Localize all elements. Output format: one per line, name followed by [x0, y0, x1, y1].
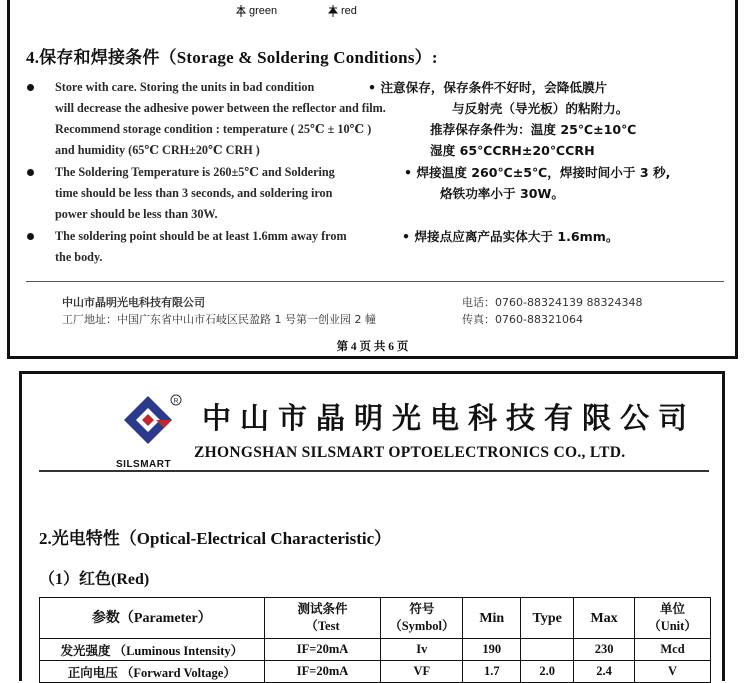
- header-test: 测试条件 （Test: [264, 598, 381, 639]
- header-unit: 单位 （Unit）: [635, 598, 711, 639]
- footer-address: 工厂地址：中国广东省中山市石岐区民盈路 1 号第一创业园 2 幢: [62, 313, 376, 326]
- diode-icon: [328, 5, 338, 17]
- cell-test: IF=20mA: [264, 639, 381, 661]
- item-1-en-line-2: will decrease the adhesive power between the reflector and film.: [55, 101, 386, 115]
- item-2-en-line-3: power should be less than 30W.: [55, 207, 218, 221]
- footer-fax: 传真：0760-88321064: [462, 313, 583, 326]
- header-divider: [39, 470, 709, 472]
- legend-red: [328, 5, 357, 17]
- cell-unit: V: [635, 661, 711, 683]
- footer-phone: 电话：0760-88324139 88324348: [462, 296, 643, 309]
- svg-text:R: R: [173, 398, 179, 405]
- cell-max: 2.4: [574, 661, 635, 683]
- item-1-cn-line-2: 与反射壳（导光板）的粘附力。: [452, 101, 629, 116]
- header-symbol: 符号 （Symbol）: [381, 598, 463, 639]
- table-header-row: [40, 598, 711, 639]
- bullet-icon: [27, 84, 34, 91]
- table-row: [40, 661, 711, 683]
- page-number: 第 4 页 共 6 页: [336, 341, 409, 353]
- logo-text: SILSMART: [116, 459, 172, 470]
- item-1-cn-line-3: 推荐保存条件为：温度 25℃±10℃: [430, 122, 637, 137]
- item-2-cn-line-1: • 焊接温度 260℃±5℃，焊接时间小于 3 秒,: [404, 165, 671, 180]
- bullet-icon: [27, 169, 34, 176]
- cell-max: 230: [574, 639, 635, 661]
- item-3-cn-line-1: • 焊接点应离产品实体大于 1.6mm。: [402, 229, 619, 244]
- item-3-en-line-1: The soldering point should be at least 1.6mm away from: [55, 229, 347, 243]
- cell-parameter: 正向电压 （Forward Voltage）: [40, 661, 265, 683]
- cell-test: IF=20mA: [264, 661, 381, 683]
- cell-min: 190: [463, 639, 521, 661]
- cell-type: [521, 639, 574, 661]
- cell-min: 1.7: [463, 661, 521, 683]
- header-min: Min: [463, 598, 521, 639]
- item-3-en-line-2: the body.: [55, 250, 103, 264]
- subsection-red: （1）红色(Red): [39, 571, 150, 588]
- company-name-en: ZHONGSHAN SILSMART OPTOELECTRONICS CO., LTD.: [194, 444, 626, 461]
- document-page-5: [19, 371, 725, 681]
- item-2-en-line-1: The Soldering Temperature is 260±5℃ and Soldering: [55, 165, 335, 179]
- company-name-cn: 中山市晶明光电科技有限公司: [202, 401, 697, 435]
- header-parameter: 参数（Parameter）: [40, 598, 265, 639]
- header-max: Max: [574, 598, 635, 639]
- table-row: [40, 639, 711, 661]
- item-1-cn-line-4: 湿度 65℃CRH±20℃CRH: [430, 143, 595, 158]
- legend-red-label: red: [341, 5, 357, 17]
- cell-type: 2.0: [521, 661, 574, 683]
- item-1-en-line-3: Recommend storage condition : temperature ( 25℃ ± 10℃ ): [55, 122, 372, 136]
- item-2-en-line-2: time should be less than 3 seconds, and soldering iron: [55, 186, 333, 200]
- header-type: Type: [521, 598, 574, 639]
- spec-table: [39, 597, 711, 683]
- cell-parameter: 发光强度 （Luminous Intensity）: [40, 639, 265, 661]
- bullet-icon: [27, 233, 34, 240]
- item-1-en-line-4: and humidity (65℃ CRH±20℃ CRH ): [55, 143, 260, 157]
- cell-symbol: Iv: [381, 639, 463, 661]
- cell-unit: Mcd: [635, 639, 711, 661]
- item-1-en-line-1: Store with care. Storing the units in bad condition: [55, 80, 315, 94]
- cell-symbol: VF: [381, 661, 463, 683]
- footer-company: 中山市晶明光电科技有限公司: [62, 296, 205, 309]
- section-title-optical: 2.光电特性（Optical-Electrical Characteristic）: [39, 529, 392, 548]
- legend-green-label: green: [249, 5, 278, 17]
- document-page-4: [7, 0, 738, 359]
- item-2-cn-line-2: 烙铁功率小于 30W。: [440, 186, 564, 201]
- company-logo-icon: [118, 390, 188, 460]
- item-1-cn-line-1: • 注意保存，保存条件不好时，会降低膜片: [368, 80, 608, 95]
- footer-divider: [26, 281, 724, 282]
- diode-icon: [236, 5, 246, 17]
- legend-green: [236, 5, 277, 17]
- section-title-storage: 4.保存和焊接条件（Storage & Soldering Conditions）:: [26, 48, 438, 67]
